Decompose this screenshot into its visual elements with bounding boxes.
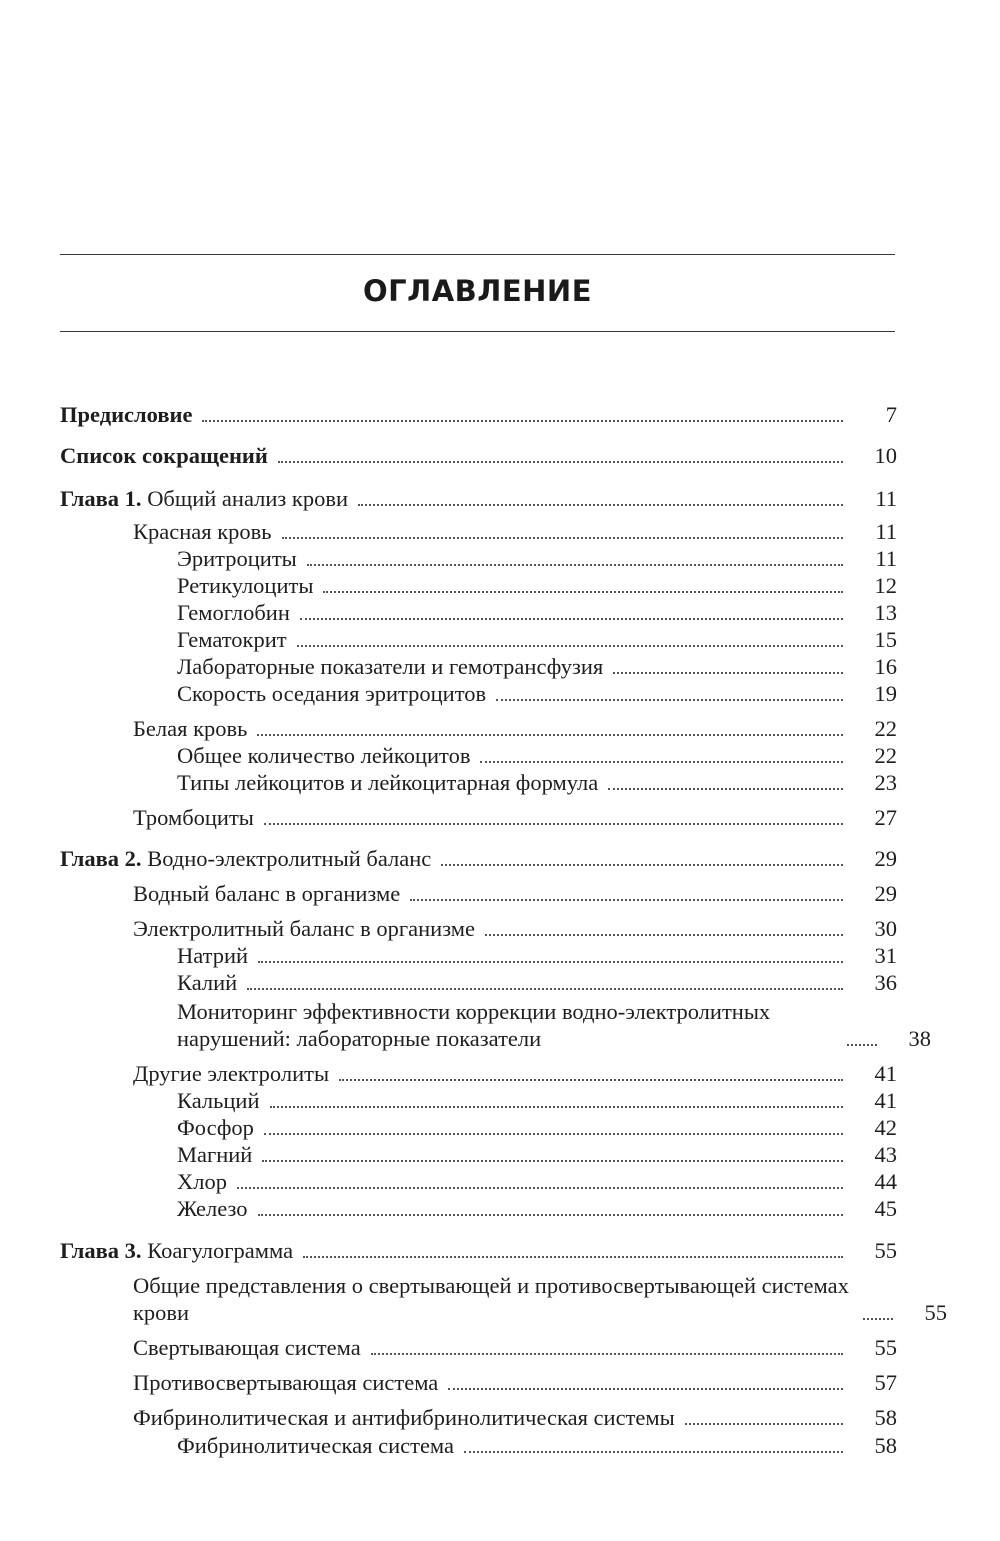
dot-leader <box>202 420 843 422</box>
toc-entry-label: Магний <box>177 1142 253 1167</box>
toc-entry-lab-transfusion[interactable] <box>60 653 897 680</box>
toc-entry-label: Предисловие <box>60 402 193 427</box>
toc-entry-chlorine[interactable] <box>60 1168 897 1195</box>
toc-page-number: 7 <box>885 402 897 427</box>
dot-leader <box>608 788 843 790</box>
chapter-title: Общий анализ крови <box>147 486 349 511</box>
toc-entry-hematocrit[interactable] <box>60 626 897 653</box>
toc-entry-fibrinolytic-systems[interactable] <box>60 1396 897 1431</box>
dot-leader <box>307 564 843 566</box>
toc-entry-iron[interactable] <box>60 1195 897 1222</box>
toc-entry-label: Общее количество лейкоцитов <box>177 743 471 768</box>
toc-entry-label: Тромбоциты <box>133 805 254 830</box>
toc-page-number: 22 <box>874 716 897 741</box>
toc-entry-label: Натрий <box>177 943 249 968</box>
top-rule <box>60 254 895 255</box>
dot-leader <box>410 899 843 901</box>
toc-entry-chapter-1[interactable] <box>60 469 897 512</box>
toc-entry-anticoagulation-system[interactable] <box>60 1361 897 1396</box>
dot-leader <box>282 537 843 539</box>
dot-leader <box>303 1256 843 1258</box>
toc-page-number: 19 <box>874 681 897 706</box>
chapter-prefix: Глава 1. <box>60 486 142 511</box>
dot-leader <box>257 734 843 736</box>
dot-leader <box>441 864 843 866</box>
toc-entry-label: Калий <box>177 970 238 995</box>
dot-leader <box>278 461 843 463</box>
toc-entry-label: Хлор <box>177 1169 227 1194</box>
dot-leader <box>358 504 843 506</box>
dot-leader <box>300 618 843 620</box>
toc-entry-label <box>60 1237 293 1264</box>
toc-page-number: 55 <box>924 1300 947 1325</box>
toc-page-number: 36 <box>874 970 897 995</box>
toc-entry-chapter-3[interactable] <box>60 1222 897 1264</box>
toc-entry-monitoring[interactable] <box>60 996 931 1052</box>
toc-entry-label: Ретикулоциты <box>177 573 314 598</box>
toc-entry-esr[interactable] <box>60 680 897 707</box>
toc-page-number: 31 <box>874 943 897 968</box>
toc-page-number: 38 <box>908 1026 931 1051</box>
toc-entry-abbreviations[interactable] <box>60 428 897 469</box>
toc-entry-label: Список сокращений <box>60 443 268 468</box>
dot-leader <box>258 1214 844 1216</box>
dot-leader <box>448 1388 843 1390</box>
toc-entry-label: Мониторинг эффективности коррекции водно-электролитных нарушений: лабораторные показатели <box>177 999 771 1051</box>
toc-entry-white-blood[interactable] <box>60 707 897 742</box>
toc-entry-label: Водный баланс в организме <box>133 881 401 906</box>
dot-leader <box>496 699 843 701</box>
dot-leader <box>485 934 843 936</box>
dot-leader <box>270 1106 843 1108</box>
toc-page-number: 22 <box>874 743 897 768</box>
toc-entry-reticulocytes[interactable] <box>60 572 897 599</box>
toc-entry-label: Типы лейкоцитов и лейкоцитарная формула <box>177 770 599 795</box>
toc-page-number: 10 <box>874 443 897 468</box>
dot-leader <box>264 823 843 825</box>
toc-entry-label: Эритроциты <box>177 546 297 571</box>
toc-page-number: 58 <box>874 1405 897 1430</box>
toc-entry-electrolyte-balance[interactable] <box>60 907 897 942</box>
toc-entry-calcium[interactable] <box>60 1087 897 1114</box>
toc-page-number: 55 <box>874 1238 897 1263</box>
toc-page-number: 43 <box>874 1142 897 1167</box>
dot-leader <box>297 645 843 647</box>
chapter-title: Коагулограмма <box>147 1238 294 1263</box>
toc-entry-fibrinolytic-system[interactable] <box>60 1431 897 1459</box>
toc-entry-label: Другие электролиты <box>133 1061 330 1086</box>
toc-entry-label: Фибринолитическая система <box>177 1433 454 1458</box>
toc-entry-hemoglobin[interactable] <box>60 599 897 626</box>
toc-entry-label: Гемоглобин <box>177 600 290 625</box>
chapter-prefix: Глава 2. <box>60 846 142 871</box>
dot-leader <box>262 1160 843 1162</box>
toc-entry-chapter-2[interactable] <box>60 831 897 872</box>
toc-page-number: 16 <box>874 654 897 679</box>
toc-entry-label: Противосвертывающая система <box>133 1370 439 1395</box>
toc-page-number: 11 <box>875 546 897 571</box>
toc-entry-leukocyte-count[interactable] <box>60 742 897 769</box>
toc-page-number: 12 <box>874 573 897 598</box>
toc-entry-potassium[interactable] <box>60 969 897 996</box>
toc-page-number: 29 <box>874 881 897 906</box>
toc-page-number: 41 <box>874 1088 897 1113</box>
toc-page-number: 27 <box>874 805 897 830</box>
toc-page-number: 44 <box>874 1169 897 1194</box>
toc-entry-label: Общие представления о свертывающей и противосвертывающей системах крови <box>133 1273 849 1325</box>
toc-entry-label: Кальций <box>177 1088 260 1113</box>
toc-entry-magnesium[interactable] <box>60 1141 897 1168</box>
toc-entry-label: Скорость оседания эритроцитов <box>177 681 487 706</box>
toc-page-number: 29 <box>874 846 897 871</box>
toc-page-number: 55 <box>874 1335 897 1360</box>
toc-entry-label: Электролитный баланс в организме <box>133 916 475 941</box>
dot-leader <box>264 1133 843 1135</box>
toc-page-number: 57 <box>874 1370 897 1395</box>
dot-leader <box>685 1423 843 1425</box>
toc-entry-coagulation-overview[interactable] <box>60 1264 947 1326</box>
dot-leader <box>480 761 843 763</box>
table-of-contents <box>60 388 947 1459</box>
toc-entry-preface[interactable] <box>60 388 897 428</box>
toc-entry-label: Лабораторные показатели и гемотрансфузия <box>177 654 604 679</box>
toc-entry-water-balance[interactable] <box>60 872 897 907</box>
toc-page-number: 11 <box>875 519 897 544</box>
toc-entry-phosphorus[interactable] <box>60 1114 897 1141</box>
bottom-rule <box>60 331 895 332</box>
dot-leader <box>339 1079 843 1081</box>
toc-entry-label: Белая кровь <box>133 716 248 741</box>
dot-leader <box>323 591 843 593</box>
toc-entry-label <box>60 485 348 512</box>
toc-page-number: 30 <box>874 916 897 941</box>
toc-entry-red-blood[interactable] <box>60 512 897 545</box>
toc-entry-coagulation-system[interactable] <box>60 1326 897 1361</box>
toc-page-number: 13 <box>874 600 897 625</box>
toc-page-number: 42 <box>874 1115 897 1140</box>
chapter-prefix: Глава 3. <box>60 1238 142 1263</box>
dot-leader <box>371 1353 843 1355</box>
dot-leader <box>863 1318 893 1320</box>
toc-entry-label <box>60 845 431 872</box>
toc-entry-leukocyte-types[interactable] <box>60 769 897 796</box>
toc-entry-sodium[interactable] <box>60 942 897 969</box>
toc-page-number: 58 <box>874 1433 897 1458</box>
toc-entry-label: Фибринолитическая и антифибринолитическая системы <box>133 1405 675 1430</box>
toc-page-number: 23 <box>874 770 897 795</box>
toc-page-number: 15 <box>874 627 897 652</box>
dot-leader <box>258 961 843 963</box>
toc-entry-erythrocytes[interactable] <box>60 545 897 572</box>
dot-leader <box>613 672 843 674</box>
dot-leader <box>237 1187 843 1189</box>
toc-page-number: 11 <box>875 486 897 511</box>
toc-entry-label: Гематокрит <box>177 627 287 652</box>
toc-entry-other-electrolytes[interactable] <box>60 1052 897 1087</box>
dot-leader <box>464 1451 843 1453</box>
toc-entry-label: Фосфор <box>177 1115 254 1140</box>
toc-entry-label: Железо <box>177 1196 248 1221</box>
dot-leader <box>247 988 843 990</box>
dot-leader <box>847 1044 877 1046</box>
toc-entry-label: Свертывающая система <box>133 1335 361 1360</box>
toc-page-number: 41 <box>874 1061 897 1086</box>
toc-page-number: 45 <box>874 1196 897 1221</box>
page-title: ОГЛАВЛЕНИЕ <box>362 274 592 308</box>
toc-entry-label: Красная кровь <box>133 519 272 544</box>
chapter-title: Водно-электролитный баланс <box>147 846 432 871</box>
toc-entry-platelets[interactable] <box>60 796 897 831</box>
